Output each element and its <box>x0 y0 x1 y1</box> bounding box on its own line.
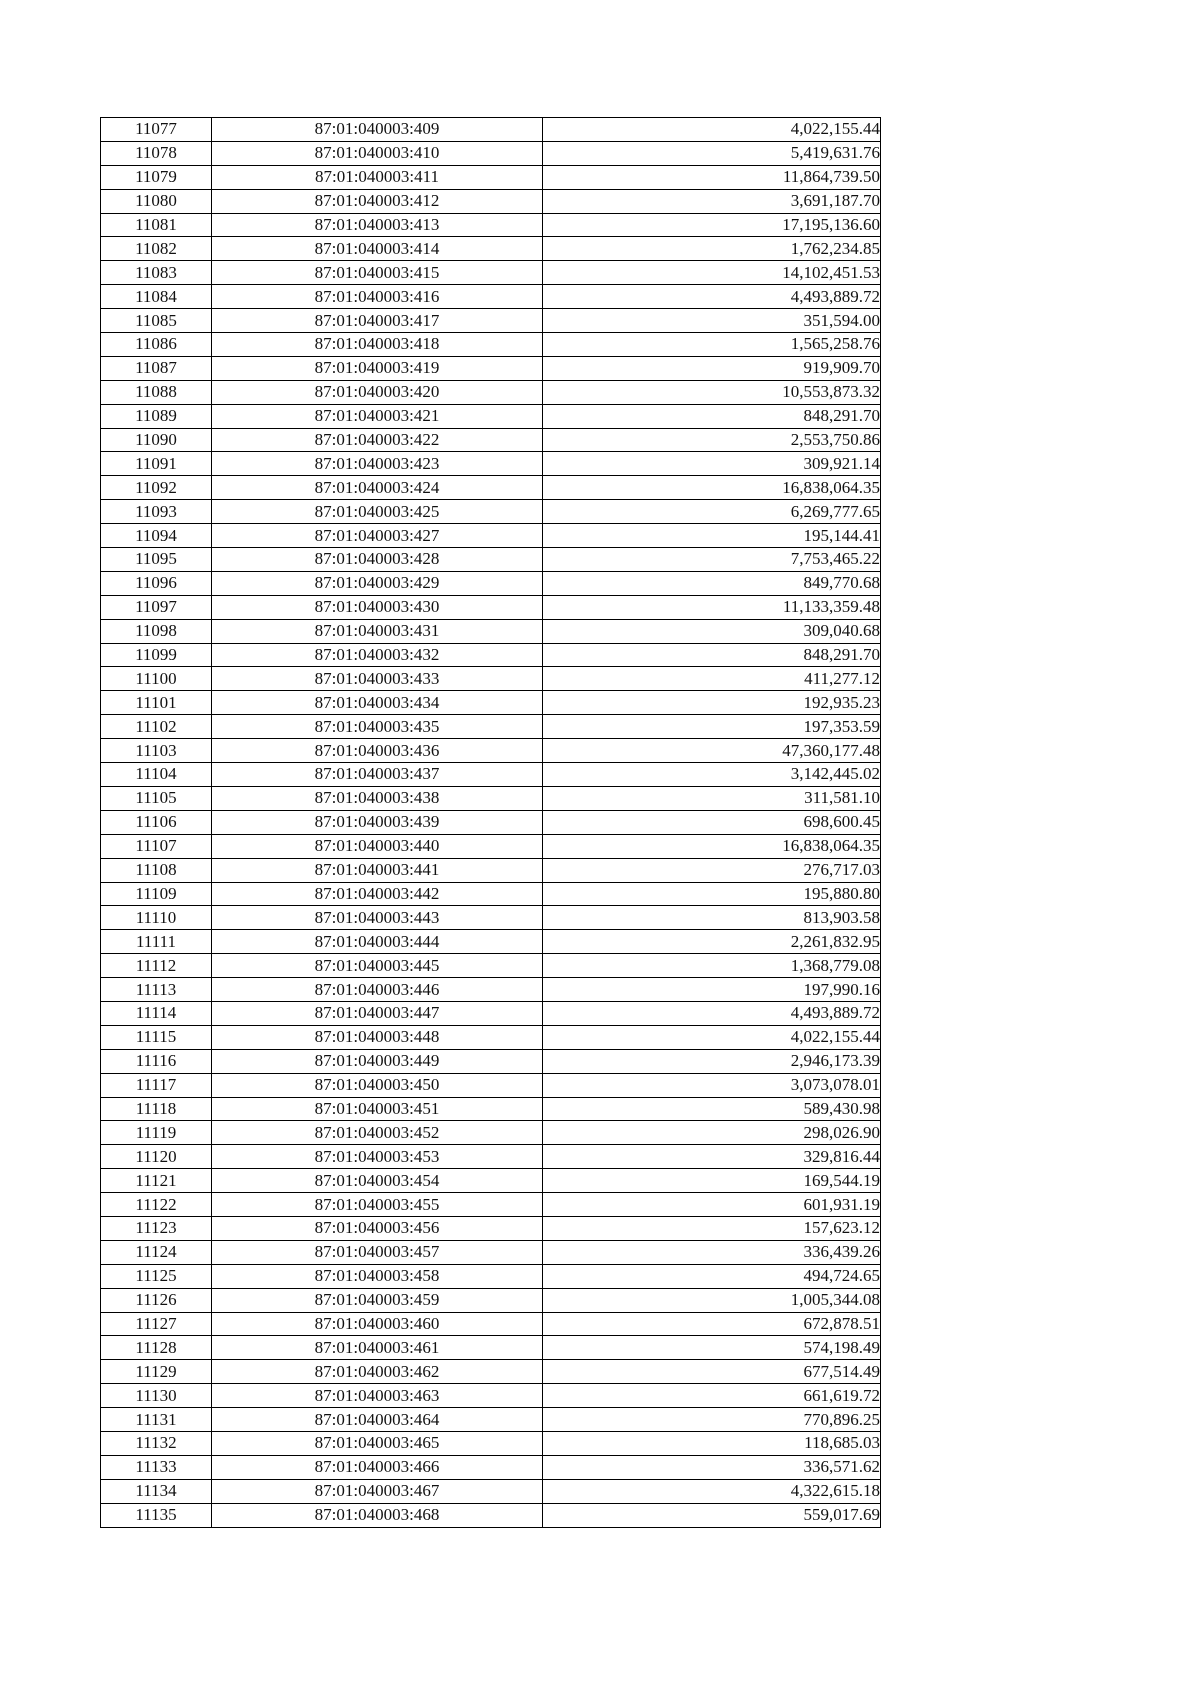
table-row <box>101 595 881 619</box>
cadastral-value-cell: 5,419,631.76 <box>543 141 881 165</box>
row-number-cell: 11106 <box>101 810 212 834</box>
cadastral-value-cell: 309,040.68 <box>543 619 881 643</box>
table-row <box>101 643 881 667</box>
cadastral-value-cell: 849,770.68 <box>543 571 881 595</box>
cadastral-number-cell: 87:01:040003:430 <box>212 595 543 619</box>
row-number-cell: 11104 <box>101 763 212 787</box>
cadastral-value-cell: 329,816.44 <box>543 1145 881 1169</box>
table-row <box>101 118 881 142</box>
cadastral-number-cell: 87:01:040003:424 <box>212 476 543 500</box>
cadastral-number-cell: 87:01:040003:436 <box>212 739 543 763</box>
cadastral-number-cell: 87:01:040003:442 <box>212 882 543 906</box>
cadastral-number-cell: 87:01:040003:438 <box>212 786 543 810</box>
row-number-cell: 11083 <box>101 261 212 285</box>
table-row <box>101 1384 881 1408</box>
row-number-cell: 11080 <box>101 189 212 213</box>
cadastral-number-cell: 87:01:040003:462 <box>212 1360 543 1384</box>
cadastral-value-cell: 1,368,779.08 <box>543 954 881 978</box>
row-number-cell: 11129 <box>101 1360 212 1384</box>
cadastral-number-cell: 87:01:040003:431 <box>212 619 543 643</box>
cadastral-value-cell: 195,880.80 <box>543 882 881 906</box>
cadastral-value-cell: 3,691,187.70 <box>543 189 881 213</box>
table-row <box>101 954 881 978</box>
cadastral-number-cell: 87:01:040003:444 <box>212 930 543 954</box>
cadastral-value-cell: 11,864,739.50 <box>543 165 881 189</box>
cadastral-number-cell: 87:01:040003:456 <box>212 1216 543 1240</box>
row-number-cell: 11105 <box>101 786 212 810</box>
row-number-cell: 11078 <box>101 141 212 165</box>
row-number-cell: 11101 <box>101 691 212 715</box>
table-row <box>101 1097 881 1121</box>
table-row <box>101 1145 881 1169</box>
table-row <box>101 882 881 906</box>
row-number-cell: 11113 <box>101 978 212 1002</box>
cadastral-value-cell: 2,261,832.95 <box>543 930 881 954</box>
cadastral-value-cell: 195,144.41 <box>543 524 881 548</box>
cadastral-value-cell: 848,291.70 <box>543 404 881 428</box>
cadastral-number-cell: 87:01:040003:453 <box>212 1145 543 1169</box>
cadastral-number-cell: 87:01:040003:467 <box>212 1479 543 1503</box>
cadastral-number-cell: 87:01:040003:435 <box>212 715 543 739</box>
table-row <box>101 189 881 213</box>
cadastral-value-cell: 1,762,234.85 <box>543 237 881 261</box>
table-row <box>101 500 881 524</box>
table-row <box>101 1264 881 1288</box>
table-row <box>101 548 881 572</box>
row-number-cell: 11130 <box>101 1384 212 1408</box>
cadastral-value-cell: 47,360,177.48 <box>543 739 881 763</box>
cadastral-number-cell: 87:01:040003:434 <box>212 691 543 715</box>
table-row <box>101 1240 881 1264</box>
table-row <box>101 1336 881 1360</box>
cadastral-value-cell: 4,022,155.44 <box>543 118 881 142</box>
cadastral-number-cell: 87:01:040003:464 <box>212 1408 543 1432</box>
cadastral-value-cell: 16,838,064.35 <box>543 476 881 500</box>
cadastral-number-cell: 87:01:040003:428 <box>212 548 543 572</box>
cadastral-number-cell: 87:01:040003:415 <box>212 261 543 285</box>
cadastral-value-cell: 574,198.49 <box>543 1336 881 1360</box>
cadastral-value-cell: 336,571.62 <box>543 1455 881 1479</box>
cadastral-value-cell: 494,724.65 <box>543 1264 881 1288</box>
row-number-cell: 11097 <box>101 595 212 619</box>
cadastral-number-cell: 87:01:040003:440 <box>212 834 543 858</box>
row-number-cell: 11118 <box>101 1097 212 1121</box>
cadastral-value-cell: 677,514.49 <box>543 1360 881 1384</box>
table-row <box>101 1073 881 1097</box>
table-row <box>101 906 881 930</box>
cadastral-value-cell: 6,269,777.65 <box>543 500 881 524</box>
cadastral-value-cell: 298,026.90 <box>543 1121 881 1145</box>
row-number-cell: 11086 <box>101 333 212 357</box>
cadastral-value-cell: 411,277.12 <box>543 667 881 691</box>
cadastral-number-cell: 87:01:040003:447 <box>212 1001 543 1025</box>
cadastral-number-cell: 87:01:040003:419 <box>212 356 543 380</box>
cadastral-value-cell: 309,921.14 <box>543 452 881 476</box>
cadastral-value-table <box>100 117 881 1528</box>
cadastral-value-cell: 813,903.58 <box>543 906 881 930</box>
table-row <box>101 380 881 404</box>
cadastral-number-cell: 87:01:040003:457 <box>212 1240 543 1264</box>
row-number-cell: 11123 <box>101 1216 212 1240</box>
row-number-cell: 11090 <box>101 428 212 452</box>
table-row <box>101 930 881 954</box>
row-number-cell: 11107 <box>101 834 212 858</box>
row-number-cell: 11088 <box>101 380 212 404</box>
row-number-cell: 11132 <box>101 1431 212 1455</box>
cadastral-value-cell: 1,005,344.08 <box>543 1288 881 1312</box>
table-row <box>101 858 881 882</box>
row-number-cell: 11084 <box>101 285 212 309</box>
cadastral-value-cell: 2,946,173.39 <box>543 1049 881 1073</box>
table-row <box>101 524 881 548</box>
row-number-cell: 11093 <box>101 500 212 524</box>
row-number-cell: 11134 <box>101 1479 212 1503</box>
cadastral-value-cell: 4,022,155.44 <box>543 1025 881 1049</box>
table-row <box>101 404 881 428</box>
table-row <box>101 1479 881 1503</box>
cadastral-number-cell: 87:01:040003:417 <box>212 309 543 333</box>
cadastral-value-cell: 4,322,615.18 <box>543 1479 881 1503</box>
cadastral-value-cell: 118,685.03 <box>543 1431 881 1455</box>
table-row <box>101 619 881 643</box>
table-row <box>101 1455 881 1479</box>
row-number-cell: 11096 <box>101 571 212 595</box>
row-number-cell: 11120 <box>101 1145 212 1169</box>
row-number-cell: 11094 <box>101 524 212 548</box>
cadastral-value-cell: 4,493,889.72 <box>543 285 881 309</box>
cadastral-value-cell: 197,990.16 <box>543 978 881 1002</box>
row-number-cell: 11108 <box>101 858 212 882</box>
cadastral-number-cell: 87:01:040003:425 <box>212 500 543 524</box>
cadastral-number-cell: 87:01:040003:433 <box>212 667 543 691</box>
cadastral-value-cell: 848,291.70 <box>543 643 881 667</box>
table-row <box>101 571 881 595</box>
row-number-cell: 11095 <box>101 548 212 572</box>
row-number-cell: 11127 <box>101 1312 212 1336</box>
cadastral-number-cell: 87:01:040003:429 <box>212 571 543 595</box>
cadastral-number-cell: 87:01:040003:423 <box>212 452 543 476</box>
table-body <box>101 118 881 1528</box>
row-number-cell: 11111 <box>101 930 212 954</box>
cadastral-number-cell: 87:01:040003:427 <box>212 524 543 548</box>
cadastral-number-cell: 87:01:040003:416 <box>212 285 543 309</box>
row-number-cell: 11117 <box>101 1073 212 1097</box>
row-number-cell: 11079 <box>101 165 212 189</box>
cadastral-value-cell: 169,544.19 <box>543 1169 881 1193</box>
cadastral-value-cell: 192,935.23 <box>543 691 881 715</box>
cadastral-number-cell: 87:01:040003:409 <box>212 118 543 142</box>
table-row <box>101 1288 881 1312</box>
cadastral-number-cell: 87:01:040003:451 <box>212 1097 543 1121</box>
cadastral-number-cell: 87:01:040003:461 <box>212 1336 543 1360</box>
cadastral-value-cell: 589,430.98 <box>543 1097 881 1121</box>
cadastral-number-cell: 87:01:040003:455 <box>212 1193 543 1217</box>
cadastral-number-cell: 87:01:040003:459 <box>212 1288 543 1312</box>
cadastral-value-cell: 351,594.00 <box>543 309 881 333</box>
row-number-cell: 11135 <box>101 1503 212 1527</box>
cadastral-number-cell: 87:01:040003:448 <box>212 1025 543 1049</box>
cadastral-value-cell: 7,753,465.22 <box>543 548 881 572</box>
table-row <box>101 476 881 500</box>
cadastral-number-cell: 87:01:040003:450 <box>212 1073 543 1097</box>
cadastral-value-cell: 197,353.59 <box>543 715 881 739</box>
cadastral-value-cell: 157,623.12 <box>543 1216 881 1240</box>
table-row <box>101 237 881 261</box>
cadastral-number-cell: 87:01:040003:439 <box>212 810 543 834</box>
cadastral-number-cell: 87:01:040003:410 <box>212 141 543 165</box>
cadastral-value-cell: 1,565,258.76 <box>543 333 881 357</box>
row-number-cell: 11128 <box>101 1336 212 1360</box>
cadastral-value-cell: 336,439.26 <box>543 1240 881 1264</box>
row-number-cell: 11109 <box>101 882 212 906</box>
cadastral-value-cell: 919,909.70 <box>543 356 881 380</box>
table-row <box>101 452 881 476</box>
cadastral-number-cell: 87:01:040003:460 <box>212 1312 543 1336</box>
row-number-cell: 11087 <box>101 356 212 380</box>
table-row <box>101 213 881 237</box>
table-row <box>101 1121 881 1145</box>
cadastral-number-cell: 87:01:040003:445 <box>212 954 543 978</box>
table-row <box>101 1408 881 1432</box>
table-row <box>101 428 881 452</box>
cadastral-number-cell: 87:01:040003:454 <box>212 1169 543 1193</box>
cadastral-value-cell: 16,838,064.35 <box>543 834 881 858</box>
row-number-cell: 11112 <box>101 954 212 978</box>
row-number-cell: 11091 <box>101 452 212 476</box>
row-number-cell: 11133 <box>101 1455 212 1479</box>
row-number-cell: 11115 <box>101 1025 212 1049</box>
cadastral-value-cell: 14,102,451.53 <box>543 261 881 285</box>
row-number-cell: 11124 <box>101 1240 212 1264</box>
table-row <box>101 165 881 189</box>
table-row <box>101 1312 881 1336</box>
table-row <box>101 667 881 691</box>
table-row <box>101 715 881 739</box>
row-number-cell: 11082 <box>101 237 212 261</box>
row-number-cell: 11116 <box>101 1049 212 1073</box>
table-row <box>101 763 881 787</box>
cadastral-value-cell: 770,896.25 <box>543 1408 881 1432</box>
cadastral-value-cell: 698,600.45 <box>543 810 881 834</box>
cadastral-value-cell: 4,493,889.72 <box>543 1001 881 1025</box>
cadastral-number-cell: 87:01:040003:412 <box>212 189 543 213</box>
cadastral-value-cell: 3,073,078.01 <box>543 1073 881 1097</box>
table-row <box>101 261 881 285</box>
row-number-cell: 11131 <box>101 1408 212 1432</box>
table-row <box>101 309 881 333</box>
table-row <box>101 1216 881 1240</box>
row-number-cell: 11114 <box>101 1001 212 1025</box>
row-number-cell: 11099 <box>101 643 212 667</box>
row-number-cell: 11092 <box>101 476 212 500</box>
cadastral-value-cell: 672,878.51 <box>543 1312 881 1336</box>
cadastral-value-cell: 3,142,445.02 <box>543 763 881 787</box>
cadastral-number-cell: 87:01:040003:446 <box>212 978 543 1002</box>
table-row <box>101 1193 881 1217</box>
table-row <box>101 285 881 309</box>
cadastral-number-cell: 87:01:040003:413 <box>212 213 543 237</box>
cadastral-number-cell: 87:01:040003:414 <box>212 237 543 261</box>
cadastral-value-cell: 311,581.10 <box>543 786 881 810</box>
table-row <box>101 1360 881 1384</box>
cadastral-number-cell: 87:01:040003:411 <box>212 165 543 189</box>
cadastral-number-cell: 87:01:040003:449 <box>212 1049 543 1073</box>
cadastral-value-cell: 661,619.72 <box>543 1384 881 1408</box>
row-number-cell: 11103 <box>101 739 212 763</box>
cadastral-value-cell: 2,553,750.86 <box>543 428 881 452</box>
row-number-cell: 11102 <box>101 715 212 739</box>
cadastral-number-cell: 87:01:040003:437 <box>212 763 543 787</box>
row-number-cell: 11121 <box>101 1169 212 1193</box>
row-number-cell: 11081 <box>101 213 212 237</box>
row-number-cell: 11110 <box>101 906 212 930</box>
row-number-cell: 11089 <box>101 404 212 428</box>
row-number-cell: 11085 <box>101 309 212 333</box>
cadastral-number-cell: 87:01:040003:421 <box>212 404 543 428</box>
cadastral-value-cell: 559,017.69 <box>543 1503 881 1527</box>
table-row <box>101 1001 881 1025</box>
table-row <box>101 834 881 858</box>
cadastral-value-cell: 601,931.19 <box>543 1193 881 1217</box>
table-row <box>101 1049 881 1073</box>
cadastral-number-cell: 87:01:040003:432 <box>212 643 543 667</box>
table-row <box>101 333 881 357</box>
cadastral-number-cell: 87:01:040003:422 <box>212 428 543 452</box>
cadastral-value-cell: 10,553,873.32 <box>543 380 881 404</box>
cadastral-number-cell: 87:01:040003:452 <box>212 1121 543 1145</box>
row-number-cell: 11100 <box>101 667 212 691</box>
cadastral-number-cell: 87:01:040003:466 <box>212 1455 543 1479</box>
table-row <box>101 1431 881 1455</box>
cadastral-number-cell: 87:01:040003:441 <box>212 858 543 882</box>
row-number-cell: 11122 <box>101 1193 212 1217</box>
table-row <box>101 141 881 165</box>
table-row <box>101 739 881 763</box>
row-number-cell: 11119 <box>101 1121 212 1145</box>
cadastral-number-cell: 87:01:040003:418 <box>212 333 543 357</box>
cadastral-number-cell: 87:01:040003:463 <box>212 1384 543 1408</box>
row-number-cell: 11098 <box>101 619 212 643</box>
cadastral-number-cell: 87:01:040003:443 <box>212 906 543 930</box>
table-row <box>101 1025 881 1049</box>
table-row <box>101 978 881 1002</box>
table-row <box>101 691 881 715</box>
cadastral-number-cell: 87:01:040003:420 <box>212 380 543 404</box>
cadastral-value-cell: 17,195,136.60 <box>543 213 881 237</box>
cadastral-value-cell: 11,133,359.48 <box>543 595 881 619</box>
cadastral-number-cell: 87:01:040003:468 <box>212 1503 543 1527</box>
table-row <box>101 810 881 834</box>
table-row <box>101 1503 881 1527</box>
cadastral-value-cell: 276,717.03 <box>543 858 881 882</box>
table-row <box>101 1169 881 1193</box>
cadastral-number-cell: 87:01:040003:458 <box>212 1264 543 1288</box>
row-number-cell: 11077 <box>101 118 212 142</box>
table-row <box>101 356 881 380</box>
cadastral-number-cell: 87:01:040003:465 <box>212 1431 543 1455</box>
table-row <box>101 786 881 810</box>
row-number-cell: 11126 <box>101 1288 212 1312</box>
row-number-cell: 11125 <box>101 1264 212 1288</box>
